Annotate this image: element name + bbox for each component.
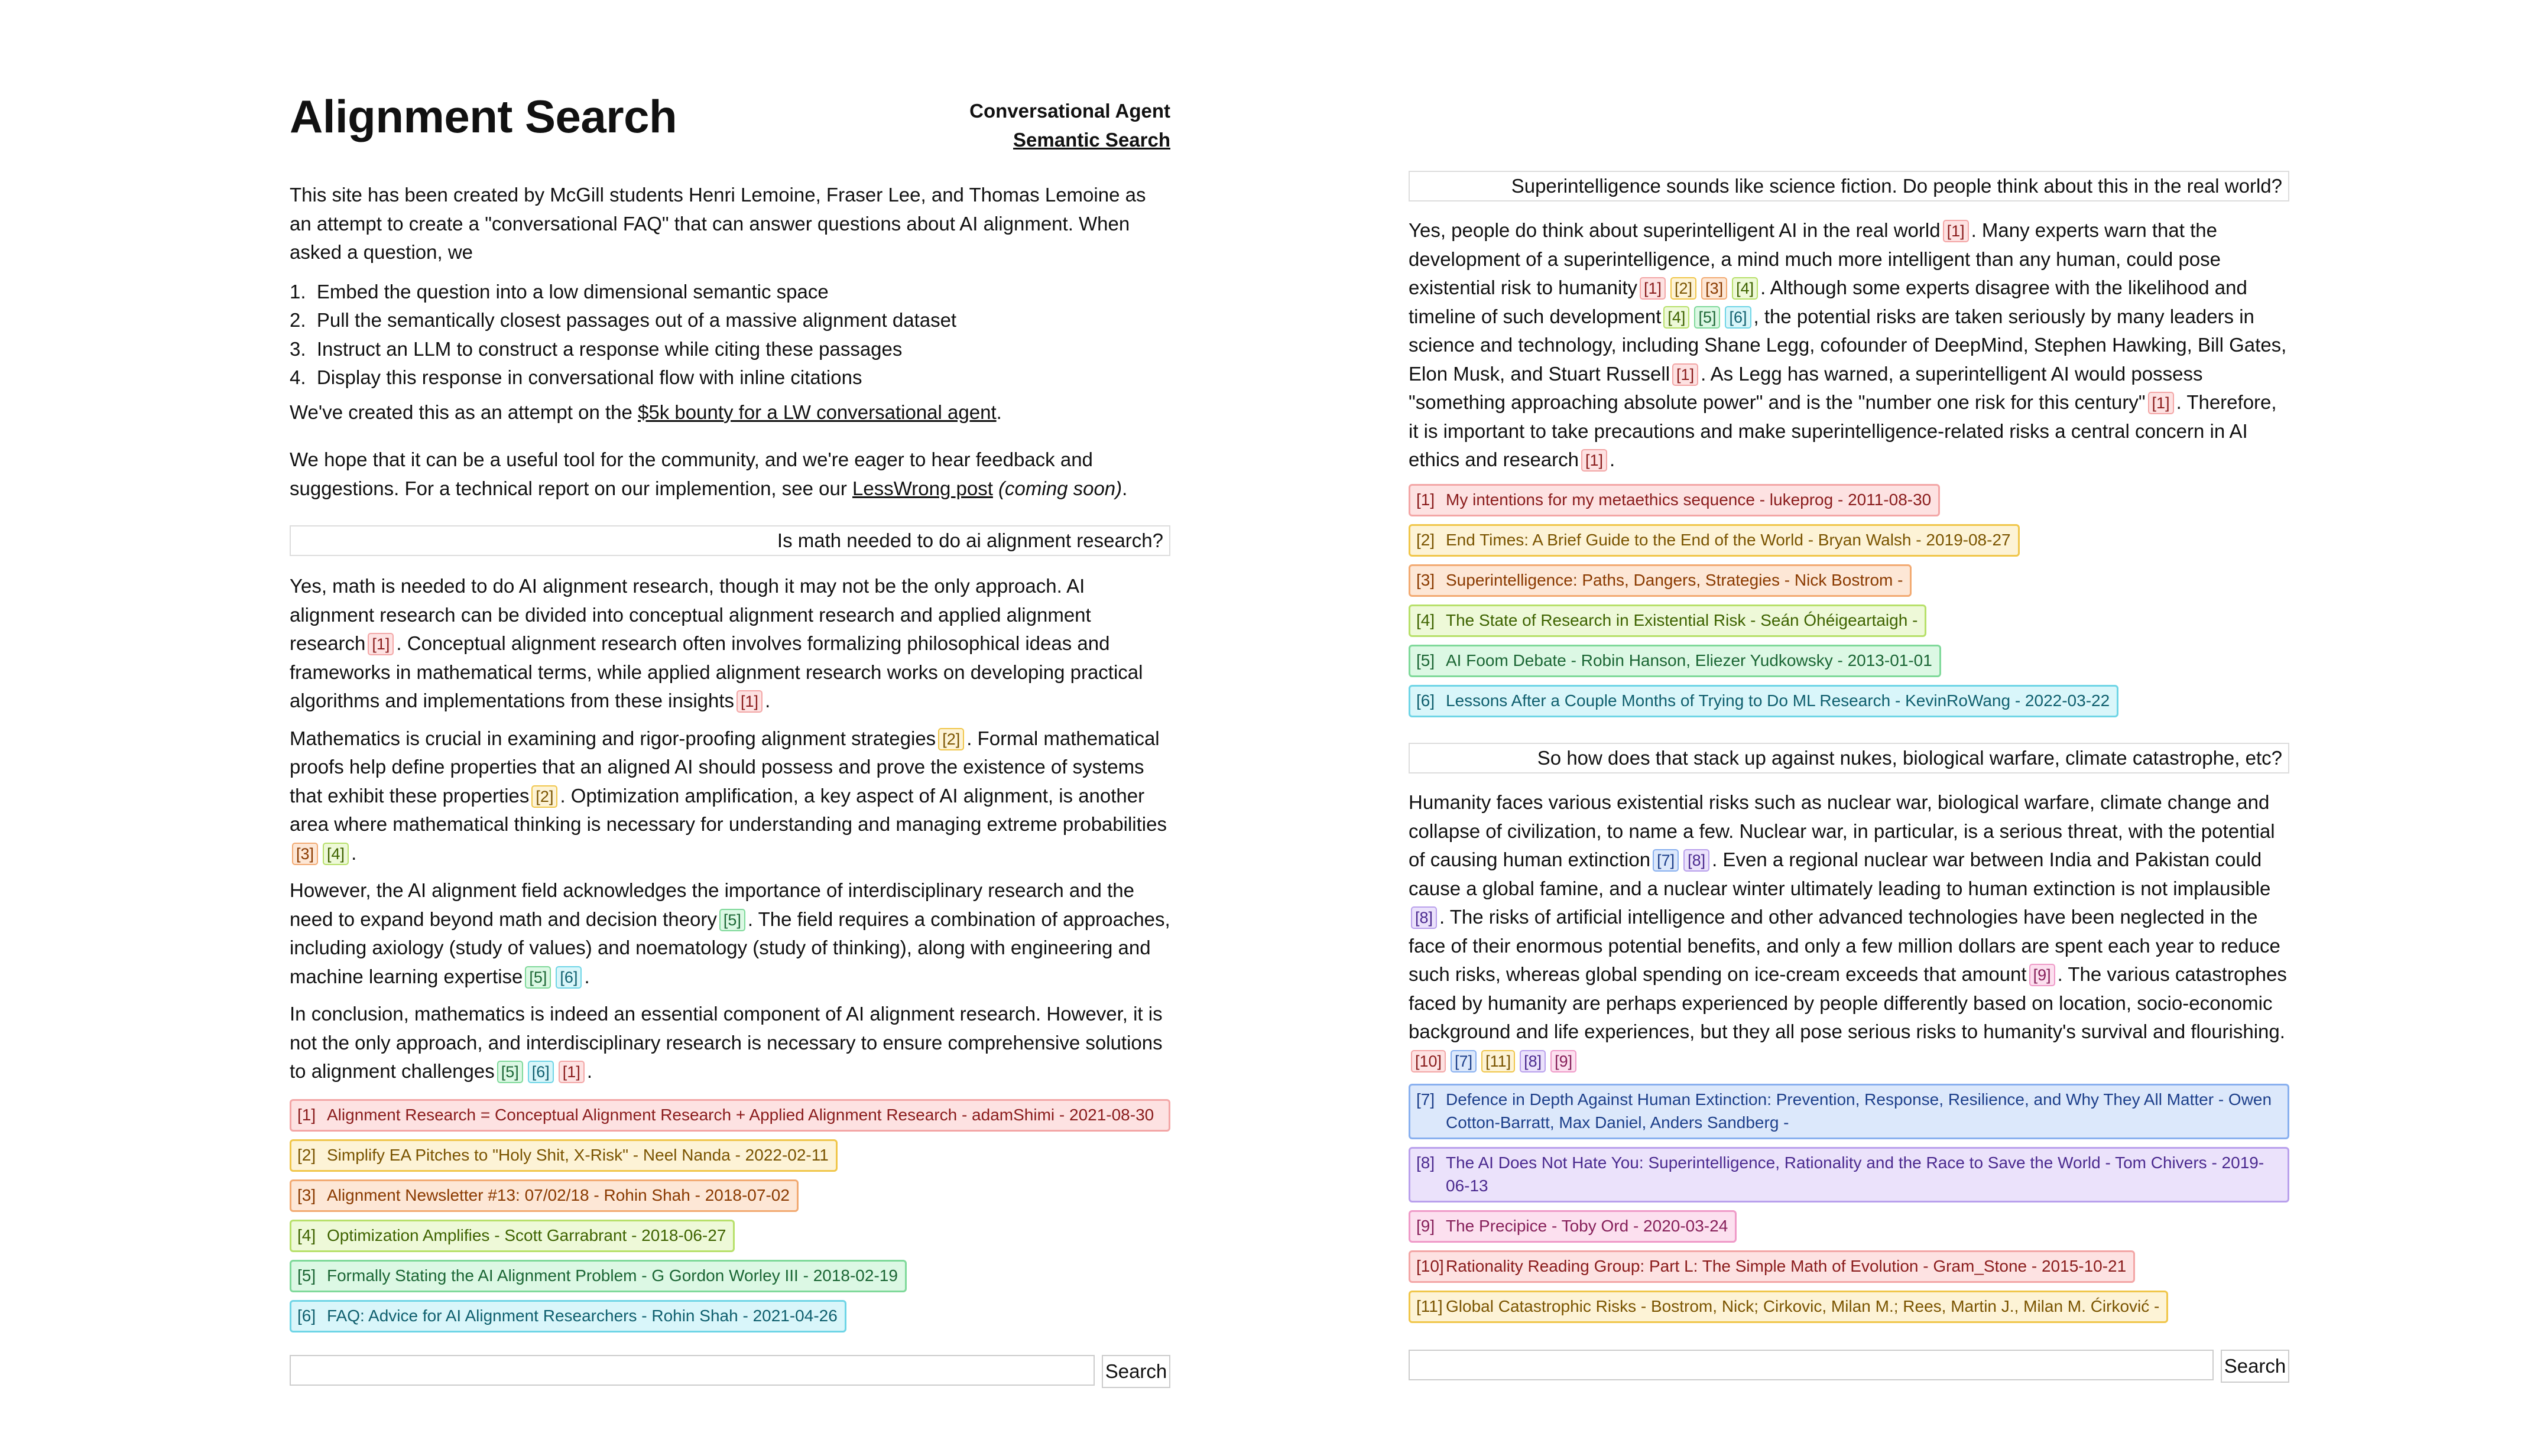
reference-number: [8] [1416,1153,1435,1172]
answer-text: . [586,1060,592,1082]
reference-item[interactable] [1409,564,1912,597]
reference-item[interactable] [290,1139,838,1172]
citation-badge[interactable]: [6] [1725,306,1751,329]
answer [1409,788,2289,1084]
bounty-link[interactable]: $5k bounty for a LW conversational agent [638,401,997,423]
citation-badge[interactable]: [1] [1943,220,1969,242]
reference-title: Formally Stating the AI Alignment Problem - G Gordon Worley III - 2018-02-19 [327,1266,898,1285]
reference-item[interactable] [1409,604,1926,637]
reference-item[interactable] [1409,1147,2289,1202]
reference-list [290,1099,1170,1340]
steps-list [290,278,1170,392]
answer-paragraph [1409,216,2289,474]
answer-paragraph [290,572,1170,716]
citation-badge[interactable]: [8] [1683,849,1709,872]
answer-text: . Formal mathematical proofs help define properties that an aligned AI should possess and prove the existence of systems that exhibit these properties [290,727,1160,807]
citation-badge[interactable]: [5] [1694,306,1720,329]
citation-badge[interactable]: [8] [1520,1050,1546,1072]
answer-text: . The field requires a combination of approaches, including axiology (study of values) and noematology (study of thinking), along with engineering and machine learning expertise [290,908,1170,987]
reference-item[interactable] [290,1300,846,1332]
bounty-paragraph: We've created this as an attempt on the $5k bounty for a LW conversational agent. [290,401,1002,423]
reference-number: [1] [1416,490,1435,509]
answer-paragraph [290,1000,1170,1086]
reference-item[interactable] [1409,524,2020,557]
citation-badge[interactable]: [4] [1732,277,1758,300]
reference-title: Alignment Research = Conceptual Alignment Research + Applied Alignment Research - adamShimi - 2021-08-30 [327,1106,1154,1124]
reference-title: The Precipice - Toby Ord - 2020-03-24 [1446,1217,1728,1235]
reference-number: [4] [297,1226,316,1244]
reference-title: Simplify EA Pitches to "Holy Shit, X-Risk" - Neel Nanda - 2022-02-11 [327,1146,829,1164]
reference-item[interactable] [290,1179,799,1212]
citation-badge[interactable]: [6] [556,966,582,989]
reference-item[interactable] [290,1220,735,1252]
answer-text: . Many experts warn that the development of a superintelligence, a mind much more intelligent than any human, could pose existential risk to humanity [1409,219,2221,298]
reference-title: Superintelligence: Paths, Dangers, Strategies - Nick Bostrom - [1446,571,1903,589]
reference-number: [11] [1416,1297,1443,1315]
answer-text: . Even a regional nuclear war between India and Pakistan could cause a global famine, and a nuclear winter ultimately leading to human extinction is not implausible [1409,849,2271,899]
answer-text: . As Legg has warned, a superintelligent AI would possess "something approaching absolute power" and is the "number one risk for this century" [1409,362,2203,413]
citation-badge[interactable]: [3] [292,843,318,865]
user-question: Is math needed to do ai alignment research? [290,525,1170,556]
reference-number: [6] [1416,691,1435,710]
citation-badge[interactable]: [9] [2029,964,2055,986]
reference-title: The State of Research in Existential Risk - Seán Óhéigeartaigh - [1446,611,1918,629]
citation-badge[interactable]: [1] [1672,363,1698,386]
search-button[interactable]: Search [2221,1350,2289,1383]
reference-number: [6] [297,1306,316,1325]
reference-number: [2] [297,1146,316,1164]
reference-number: [5] [1416,651,1435,670]
step-item: 1. Embed the question into a low dimensional semantic space [290,280,829,303]
lesswrong-post-link[interactable]: LessWrong post [852,477,993,499]
answer [1409,216,2289,483]
reference-number: [5] [297,1266,316,1285]
intro-paragraph: This site has been created by McGill students Henri Lemoine, Fraser Lee, and Thomas Lemoine as an attempt to create a "conversational FAQ" that can answer questions about AI alignment. When asked a question, we [290,184,1146,263]
answer-text: . [1610,448,1615,470]
answer-text: , the potential risks are taken seriously by many leaders in science and technology, including Shane Legg, cofounder of DeepMind, Stephen Hawking, Bill Gates, Elon Musk, and Stuart Russell [1409,305,2287,385]
citation-badge[interactable]: [2] [1670,277,1696,300]
answer-text: . [584,965,590,987]
reference-title: End Times: A Brief Guide to the End of the World - Bryan Walsh - 2019-08-27 [1446,531,2011,549]
citation-badge[interactable]: [11] [1481,1050,1515,1072]
reference-title: Defence in Depth Against Human Extinction: Prevention, Response, Resilience, and Why They All Matter - Owen Cotton-Barratt, Max Daniel, Anders Sandberg - [1446,1090,2272,1132]
citation-badge[interactable]: [2] [531,785,557,808]
reference-item[interactable] [1409,645,1941,677]
reference-item[interactable] [1409,1084,2289,1139]
citation-badge[interactable]: [8] [1411,906,1437,929]
answer-text: However, the AI alignment field acknowledges the importance of interdisciplinary research and the need to expand beyond math and decision theory [290,879,1134,930]
answer [290,572,1170,1095]
reference-title: The AI Does Not Hate You: Superintelligence, Rationality and the Race to Save the World - Tom Chivers - 2019-06-13 [1446,1153,2264,1195]
page-title: Alignment Search [290,90,677,142]
reference-number: [1] [297,1106,316,1124]
step-item: 3. Instruct an LLM to construct a response while citing these passages [290,337,903,360]
citation-badge[interactable]: [4] [323,843,349,865]
citation-badge[interactable]: [10] [1411,1050,1446,1072]
intro [290,181,1170,522]
citation-badge[interactable]: [9] [1550,1050,1576,1072]
nav-semantic-search[interactable]: Semantic Search [1013,129,1170,151]
citation-badge[interactable]: [1] [736,690,763,713]
answer-text: . [351,841,357,864]
citation-badge[interactable]: [4] [1663,306,1689,329]
answer-text: . Optimization amplification, a key aspect of AI alignment, is another area where mathematical thinking is necessary for understanding and managing extreme probabilities [290,784,1167,835]
reference-title: Global Catastrophic Risks - Bostrom, Nick; Cirkovic, Milan M.; Rees, Martin J., Milan M. Ćirković - [1446,1297,2160,1315]
step-item: 2. Pull the semantically closest passages out of a massive alignment dataset [290,309,957,331]
reference-title: My intentions for my metaethics sequence - lukeprog - 2011-08-30 [1446,490,1932,509]
reference-list [1409,1084,2289,1331]
mode-nav [969,96,1170,154]
reference-number: [2] [1416,531,1435,549]
user-question: Superintelligence sounds like science fiction. Do people think about this in the real world? [1409,171,2289,202]
reference-number: [3] [297,1186,316,1204]
user-question: So how does that stack up against nukes, biological warfare, climate catastrophe, etc? [1409,743,2289,774]
citation-badge[interactable]: [1] [1581,449,1607,472]
reference-number: [9] [1416,1217,1435,1235]
answer-text: . Therefore, it is important to take precautions and make superintelligence-related risks a central concern in AI ethics and research [1409,391,2277,470]
citation-badge[interactable]: [5] [497,1061,523,1083]
reference-item[interactable] [1409,685,2118,717]
citation-badge[interactable]: [1] [2148,392,2174,414]
citation-badge[interactable]: [1] [368,633,394,655]
reference-item[interactable] [1409,1210,1737,1243]
search-row [1409,1350,2289,1383]
feedback-paragraph: We hope that it can be a useful tool for the community, and we're eager to hear feedback and suggestions. For a technical report on our implemention, see our LessWrong post (coming soon). [290,448,1128,499]
reference-item[interactable] [1409,1291,2168,1323]
search-input[interactable] [290,1355,1095,1386]
reference-number: [4] [1416,611,1435,629]
reference-list [1409,484,2289,725]
search-button[interactable]: Search [1102,1355,1170,1388]
citation-badge[interactable]: [2] [938,728,964,750]
citation-badge[interactable]: [7] [1451,1050,1477,1072]
reference-item[interactable] [1409,1250,2135,1283]
reference-title: AI Foom Debate - Robin Hanson, Eliezer Yudkowsky - 2013-01-01 [1446,651,1932,670]
answer-paragraph [290,724,1170,868]
citation-badge[interactable]: [5] [719,909,745,931]
reference-number: [7] [1416,1090,1435,1109]
reference-number: [10] [1416,1257,1444,1275]
citation-badge[interactable]: [1] [1640,277,1666,300]
reference-title: Alignment Newsletter #13: 07/02/18 - Rohin Shah - 2018-07-02 [327,1186,790,1204]
answer-text: . The various catastrophes faced by humanity are perhaps experienced by people differently based on location, socio-economic background and life experiences, but they all pose serious risks to humanity's survival and flourishing. [1409,963,2287,1042]
citation-badge[interactable]: [7] [1653,849,1679,872]
reference-item[interactable] [1409,484,1940,516]
nav-conversational-agent[interactable]: Conversational Agent [969,100,1170,122]
step-item: 4. Display this response in conversational flow with inline citations [290,366,862,388]
citation-badge[interactable]: [6] [528,1061,554,1083]
answer-text: In conclusion, mathematics is indeed an essential component of AI alignment research. However, it is not the only approach, and interdisciplinary research is necessary to ensure comprehensive solutions to alignment challenges [290,1003,1163,1082]
search-input[interactable] [1409,1350,2214,1380]
answer-text: Mathematics is crucial in examining and rigor-proofing alignment strategies [290,727,936,749]
answer-text: . Conceptual alignment research often involves formalizing philosophical ideas and frameworks in mathematical terms, while applied alignment research works on developing practical algorithms and implementations from these insights [290,632,1143,711]
reference-title: FAQ: Advice for AI Alignment Researchers - Rohin Shah - 2021-04-26 [327,1306,838,1325]
answer-paragraph [290,876,1170,991]
reference-item[interactable] [290,1099,1170,1132]
answer-text: Yes, math is needed to do AI alignment research, though it may not be the only approach. AI alignment research can be divided into conceptual alignment research and applied alignment research [290,575,1091,654]
reference-title: Optimization Amplifies - Scott Garrabrant - 2018-06-27 [327,1226,726,1244]
reference-title: Lessons After a Couple Months of Trying to Do ML Research - KevinRoWang - 2022-03-22 [1446,691,2110,710]
answer-text: . Although some experts disagree with the likelihood and timeline of such development [1409,277,2247,327]
citation-badge[interactable]: [5] [525,966,551,989]
search-row [290,1355,1170,1388]
answer-text: . The risks of artificial intelligence and other advanced technologies have been neglected in the face of their enormous potential benefits, and only a few million dollars are spent each year to reduce such risks, whereas global spending on ice-cream exceeds that amount [1409,906,2280,985]
citation-badge[interactable]: [1] [559,1061,585,1083]
citation-badge[interactable]: [3] [1701,277,1727,300]
answer-text: Yes, people do think about superintelligent AI in the real world [1409,219,1941,241]
answer-text: . [765,690,771,711]
answer-text: Humanity faces various existential risks such as nuclear war, biological warfare, climate change and collapse of civilization, to name a few. Nuclear war, in particular, is a serious threat, with the potential of causing human extinction [1409,791,2275,870]
answer-paragraph [1409,788,2289,1075]
reference-title: Rationality Reading Group: Part L: The Simple Math of Evolution - Gram_Stone - 2015-10-21 [1446,1257,2127,1275]
reference-number: [3] [1416,571,1435,589]
reference-item[interactable] [290,1260,907,1292]
